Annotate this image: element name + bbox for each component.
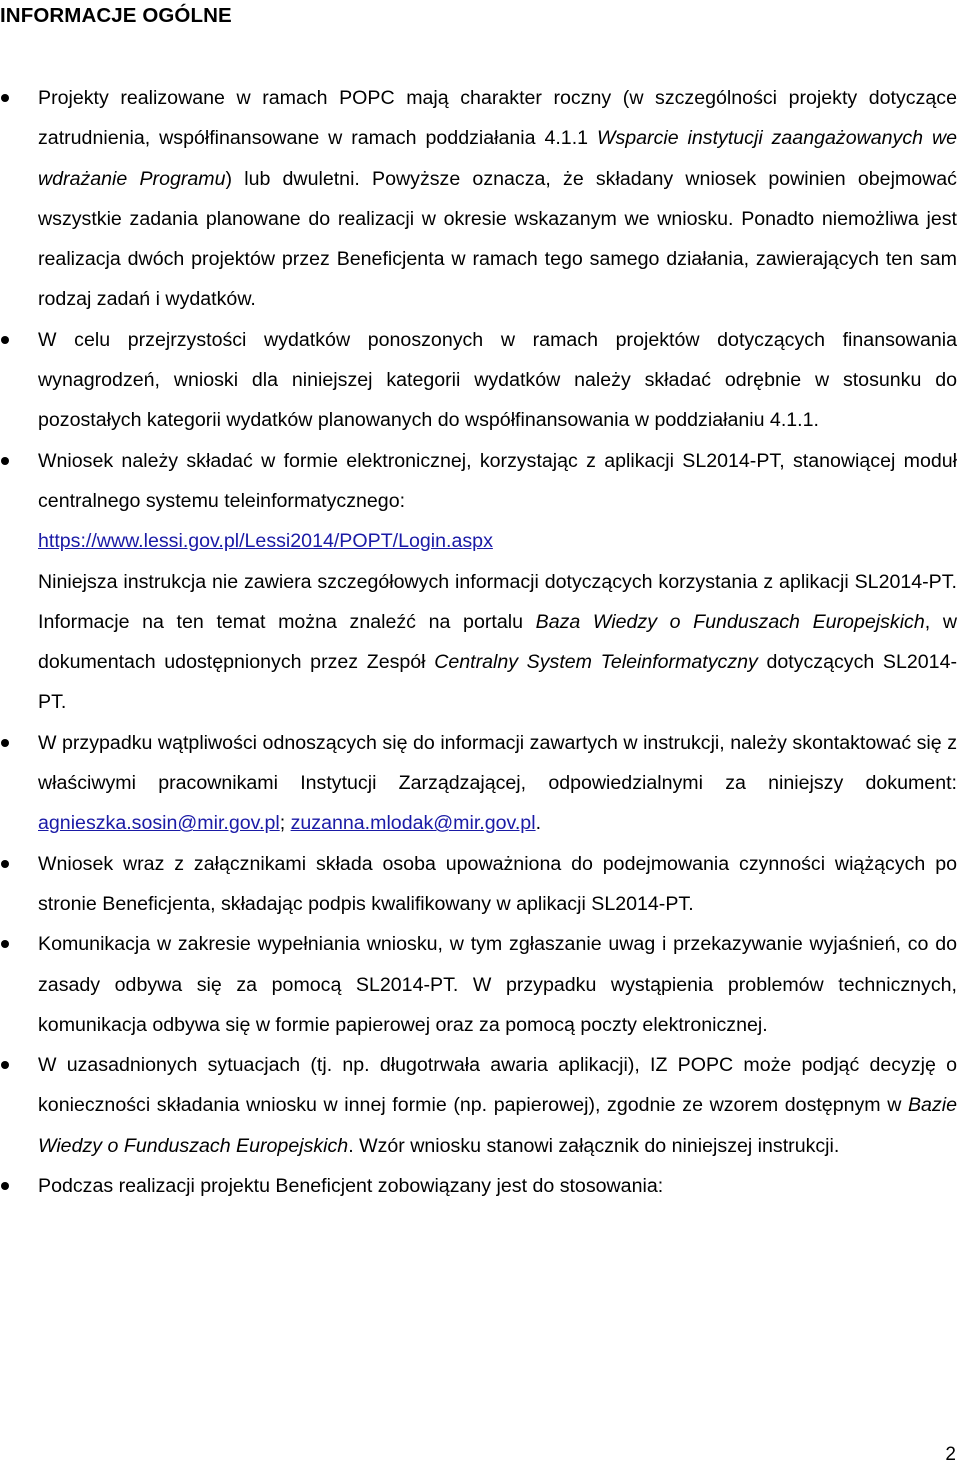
- text-segment: , w dokumentach udostępnionych przez Zespół: [38, 610, 957, 674]
- bullet-icon: [1, 457, 9, 465]
- list-item: [0, 1166, 957, 1206]
- text-segment: ) lub dwuletni. Powyższe oznacza, że składany wniosek powinien obejmować wszystkie zadania planowane do realizacji w okresie wskazanym we wniosku. Ponadto niemożliwa jest realizacja dwóch projektów przez Beneficjenta w ramach tego samego działania, zawierających ten sam rodzaj zadań i wydatków.: [38, 167, 957, 311]
- text-segment: ;: [279, 812, 291, 835]
- list-item: [0, 844, 957, 925]
- text-segment: W przypadku wątpliwości odnoszących się do informacji zawartych w instrukcji, należy skontaktować się z właściwymi pracownikami Instytucji Zarządzającej, odpowiedzialnymi za niniejszy dokument:: [38, 731, 957, 795]
- bullet-icon: [1, 739, 9, 747]
- text-segment: W uzasadnionych sytuacjach (tj. np. długotrwała awaria aplikacji), IZ POPC może podjąć decyzję o konieczności składania wniosku w innej formie (np. papierowej), zgodnie ze wzorem dostępnym w: [38, 1054, 957, 1117]
- italic-portal-name: Baza Wiedzy o Funduszach Europejskich: [535, 610, 925, 633]
- text-segment: Projekty realizowane w ramach POPC mają charakter roczny (w szczególności projekty dotyczące zatrudnienia, współfinansowane w ramach poddziałania 4.1.1: [38, 87, 957, 150]
- email-link-sosin[interactable]: agnieszka.sosin@mir.gov.pl: [38, 812, 280, 835]
- list-item: [0, 441, 957, 723]
- list-item: [0, 723, 957, 844]
- info-bullet-list: [0, 78, 957, 1206]
- email-link-mlodak[interactable]: zuzanna.mlodak@mir.gov.pl: [290, 812, 536, 835]
- italic-portal-name: Bazie Wiedzy o Funduszach Europejskich: [38, 1094, 957, 1157]
- italic-team-name: Centralny System Teleinformatyczny: [434, 651, 758, 674]
- item-text: Podczas realizacji projektu Beneficjent zobowiązany jest do stosowania:: [38, 1175, 664, 1198]
- section-heading: INFORMACJE OGÓLNE: [0, 4, 232, 27]
- page-number: 2: [945, 1444, 956, 1465]
- item-text: [38, 78, 957, 320]
- bullet-icon: [1, 1061, 9, 1069]
- italic-measure-name: Wsparcie instytucji zaangażowanych we wdrażanie Programu: [38, 127, 957, 190]
- item-text: Wniosek wraz z załącznikami składa osoba upoważniona do podejmowania czynności wiążących po stronie Beneficjenta, składając podpis kwalifikowany w aplikacji SL2014-PT.: [38, 852, 957, 915]
- item-text: W celu przejrzystości wydatków ponoszonych w ramach projektów dotyczących finansowania wynagrodzeń, wnioski dla niniejszej kategorii wydatków należy składać odrębnie w stosunku do pozostałych kategorii wydatków planowanych do współfinansowania w poddziałaniu 4.1.1.: [38, 328, 957, 432]
- list-item: [0, 924, 957, 1045]
- list-item: [0, 320, 957, 441]
- text-segment: dotyczących SL2014-PT.: [38, 651, 957, 714]
- list-item: [0, 78, 957, 320]
- bullet-icon: [1, 336, 9, 344]
- text-segment: . Wzór wniosku stanowi załącznik do niniejszej instrukcji.: [348, 1134, 840, 1157]
- application-login-link[interactable]: https://www.lessi.gov.pl/Lessi2014/POPT/Login.aspx: [38, 530, 493, 553]
- bullet-icon: [1, 860, 9, 868]
- item-text: [38, 562, 957, 723]
- text-segment: Niniejsza instrukcja nie zawiera szczegółowych informacji dotyczących korzystania z aplikacji SL2014-PT. Informacje na ten temat można znaleźć na portalu: [38, 570, 957, 633]
- item-text: Komunikacja w zakresie wypełniania wniosku, w tym zgłaszanie uwag i przekazywanie wyjaśnień, co do zasady odbywa się za pomocą SL2014-PT. W przypadku wystąpienia problemów technicznych, komunikacja odbywa się w formie papierowej oraz za pomocą poczty elektronicznej.: [38, 933, 957, 1036]
- item-text: [38, 1045, 957, 1166]
- bullet-icon: [1, 1182, 9, 1190]
- item-link-line: [38, 521, 957, 561]
- bullet-icon: [1, 94, 9, 102]
- bullet-icon: [1, 940, 9, 948]
- item-text: Wniosek należy składać w formie elektronicznej, korzystając z aplikacji SL2014-PT, stanowiącej moduł centralnego systemu teleinformatycznego:: [38, 449, 957, 512]
- text-segment: .: [535, 812, 542, 835]
- list-item: [0, 1045, 957, 1166]
- item-text: [38, 723, 957, 844]
